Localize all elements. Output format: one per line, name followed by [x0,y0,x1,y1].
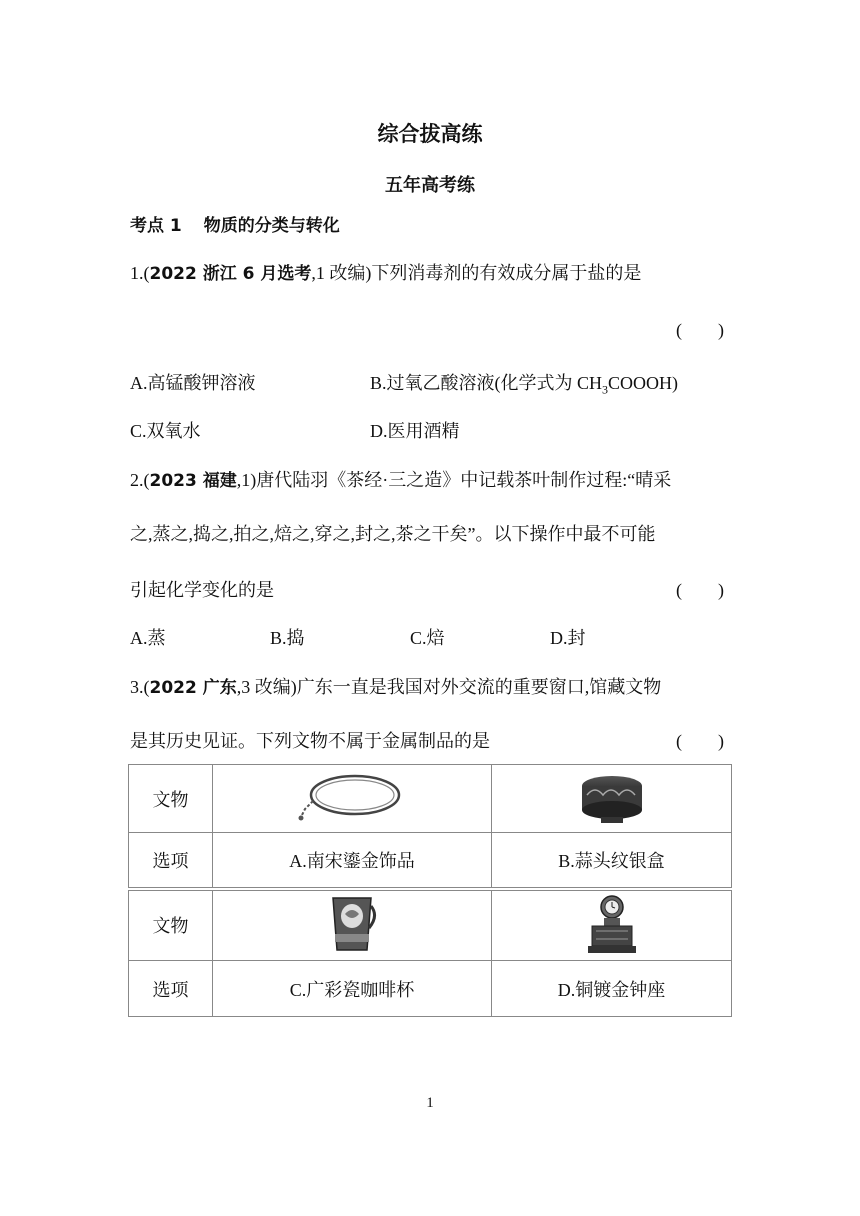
page-number: 1 [426,1095,434,1111]
row-label: 选项 [129,833,213,889]
table-row [129,833,732,889]
silver-box-image [577,771,647,827]
section-label: 考点 1 [130,216,182,236]
option-d: D.医用酒精 [370,421,460,441]
question-1-stem [130,259,641,285]
option-c: C.焙 [410,628,445,648]
option-d-cell: D.铜镀金钟座 [492,961,732,1017]
artifact-image-cell [213,765,492,833]
porcelain-cup-image [327,894,377,956]
section-subtitle: 五年高考练 [385,175,475,196]
table-row [129,889,732,961]
answer-parentheses: ( ) [676,580,724,600]
option-b-cell: B.蒜头纹银盒 [492,833,732,889]
option-b-formula: COOOH) [608,373,679,393]
question-text-line: 是其历史见证。下列文物不属于金属制品的是 [130,731,490,751]
question-source: 2022 广东 [149,678,237,698]
artifact-image-cell [492,765,732,833]
option-c-cell: C.广彩瓷咖啡杯 [213,961,492,1017]
option-b [370,369,678,398]
artifact-image-cell [492,889,732,961]
option-b-text: B.过氧乙酸溶液(化学式为 CH [370,373,603,393]
row-label: 文物 [129,765,213,833]
artifact-table [128,764,732,1017]
question-source: 2022 浙江 6 月选考 [149,264,312,284]
question-text-line: 之,蒸之,捣之,拍之,焙之,穿之,封之,茶之干矣”。以下操作中最不可能 [130,524,656,544]
gold-necklace-image [297,771,407,827]
question-source: 2023 福建 [149,471,237,491]
question-text: 下列消毒剂的有效成分属于盐的是 [371,263,642,283]
answer-parentheses: ( ) [676,731,724,751]
row-label: 文物 [129,889,213,961]
question-3-stem [130,673,661,699]
page-title: 综合拔高练 [377,122,483,146]
question-source-detail: ,1) [236,470,257,490]
option-a: A.蒸 [130,628,166,648]
gilded-clock-image [584,893,640,957]
subscript: 3 [602,382,609,397]
option-a-cell: A.南宋鎏金饰品 [213,833,492,889]
section-heading [130,211,340,236]
question-source-detail: ,1 改编) [311,263,372,283]
section-name: 物质的分类与转化 [203,216,340,236]
question-number: 2.( [130,470,150,490]
option-b: B.捣 [270,628,305,648]
question-number: 1.( [130,263,150,283]
table-row [129,961,732,1017]
question-source-detail: ,3 改编) [236,677,297,697]
option-c: C.双氧水 [130,421,201,441]
table-row [129,765,732,833]
answer-parentheses: ( ) [676,320,724,340]
artifact-image-cell [213,889,492,961]
row-label: 选项 [129,961,213,1017]
option-a: A.高锰酸钾溶液 [130,373,256,393]
question-text-line: 引起化学变化的是 [130,580,274,600]
question-number: 3.( [130,677,150,697]
question-text: 唐代陆羽《茶经·三之造》中记载茶叶制作过程:“晴采 [256,470,672,490]
option-d: D.封 [550,628,586,648]
question-text: 广东一直是我国对外交流的重要窗口,馆藏文物 [296,677,662,697]
question-2-stem [130,466,671,492]
